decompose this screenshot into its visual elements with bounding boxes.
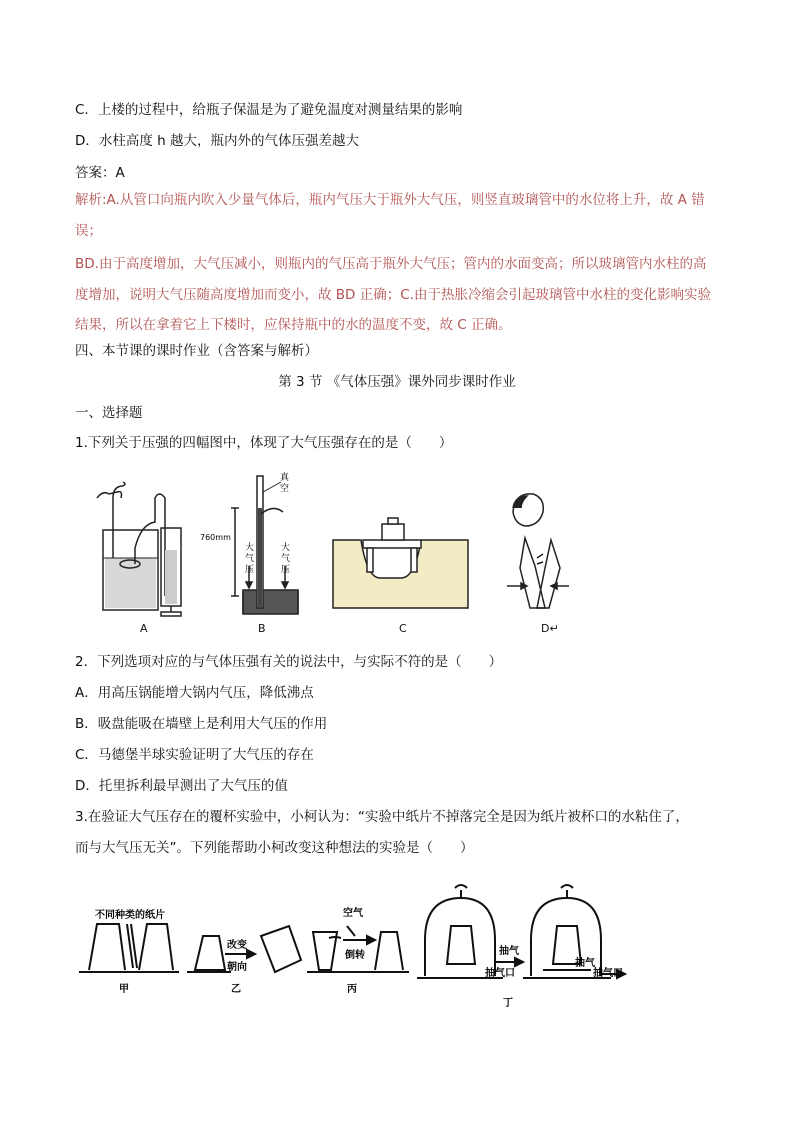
prev-option-c: C．上楼的过程中，给瓶子保温是为了避免温度对测量结果的影响 bbox=[75, 102, 463, 118]
q2-option-a: A．用高压锅能增大锅内气压，降低沸点 bbox=[75, 685, 314, 701]
fig-yi-label: 乙 bbox=[231, 984, 241, 995]
q1-label-c: C bbox=[399, 622, 407, 635]
q1-stem: 1.下列关于压强的四幅图中，体现了大气压强存在的是（ ） bbox=[75, 435, 453, 451]
fig-b-atm-left-2: 气 bbox=[245, 554, 255, 564]
fig-b-atm-right-3: 压 bbox=[281, 565, 291, 575]
fig-b-atm-right-2: 气 bbox=[281, 554, 291, 564]
fig-jia-paper-label: 不同种类的纸片 bbox=[95, 910, 165, 921]
fig-b-atm-left-3: 压 bbox=[245, 565, 255, 575]
fig-bing-invert: 倒转 bbox=[345, 950, 365, 961]
q3-figures bbox=[75, 880, 645, 1020]
fig-yi-change: 改变 bbox=[227, 940, 247, 951]
q2-option-d: D．托里拆利最早测出了大气压的值 bbox=[75, 778, 288, 794]
analysis-line-1: 解析:A.从管口向瓶内吹入少量气体后，瓶内气压大于瓶外大气压，则竖直玻璃管中的水位将上升，故 A 错 bbox=[75, 192, 705, 208]
part-title: 一、选择题 bbox=[75, 405, 143, 421]
fig-ding-outlet-1: 抽气口 bbox=[485, 968, 515, 979]
homework-title: 第 3 节 《气体压强》课外同步课时作业 bbox=[278, 374, 516, 390]
fig-ding-pump-1: 抽气 bbox=[499, 946, 519, 957]
section-title: 四、本节课的课时作业（含答案与解析） bbox=[75, 343, 318, 359]
q1-label-a: A bbox=[140, 622, 148, 635]
fig-b-vacuum-2: 空 bbox=[280, 484, 290, 494]
fig-bing-label: 丙 bbox=[347, 984, 357, 995]
analysis-line-2: 误； bbox=[75, 223, 102, 239]
analysis-line-3: BD.由于高度增加，大气压减小，则瓶内的气压高于瓶外大气压；管内的水面变高；所以玻璃管内水柱的高 bbox=[75, 256, 707, 272]
fig-yi-direction: 朝向 bbox=[227, 962, 247, 973]
fig-ding-label: 丁 bbox=[503, 998, 513, 1009]
fig-b-atm-right-1: 大 bbox=[281, 543, 291, 553]
q1-label-d: D↵ bbox=[541, 622, 559, 635]
fig-b-height: 760mm bbox=[200, 533, 231, 542]
analysis-line-4: 度增加，说明大气压随高度增加而变小，故 BD 正确；C.由于热胀冷缩会引起玻璃管中水柱的变化影响实验 bbox=[75, 287, 711, 303]
fig-jia-label: 甲 bbox=[119, 984, 129, 995]
q2-option-b: B．吸盘能吸在墙壁上是利用大气压的作用 bbox=[75, 716, 328, 732]
prev-option-d: D．水柱高度 h 越大，瓶内外的气体压强差越大 bbox=[75, 133, 360, 149]
q1-figures bbox=[75, 468, 595, 638]
fig-bing-air: 空气 bbox=[343, 908, 363, 919]
fig-ding-pump-2: 抽气 bbox=[575, 958, 595, 969]
fig-b-vacuum-1: 真 bbox=[280, 473, 290, 483]
q2-stem: 2．下列选项对应的与气体压强有关的说法中，与实际不符的是（ ） bbox=[75, 654, 503, 670]
fig-ding-outlet-2: 抽气口 bbox=[593, 968, 623, 979]
analysis-line-5: 结果，所以在拿着它上下楼时，应保持瓶中的水的温度不变，故 C 正确。 bbox=[75, 317, 512, 333]
prev-answer: 答案：A bbox=[75, 165, 125, 181]
q3-stem-line-1: 3.在验证大气压存在的覆杯实验中，小柯认为：“实验中纸片不掉落完全是因为纸片被杯口的水粘住了， bbox=[75, 809, 689, 825]
figure-a-manometer bbox=[97, 482, 181, 616]
figure-jia-cups-papers bbox=[79, 924, 179, 972]
figure-bing-cup-invert bbox=[307, 926, 409, 972]
q2-option-c: C．马德堡半球实验证明了大气压的存在 bbox=[75, 747, 314, 763]
figure-c-table-on-sand bbox=[333, 518, 468, 608]
figure-d-blowing-papers bbox=[507, 494, 569, 608]
fig-b-atm-left-1: 大 bbox=[245, 543, 255, 553]
q3-stem-line-2: 而与大气压无关”。下列能帮助小柯改变这种想法的实验是（ ） bbox=[75, 840, 474, 856]
q1-label-b: B bbox=[258, 622, 266, 635]
